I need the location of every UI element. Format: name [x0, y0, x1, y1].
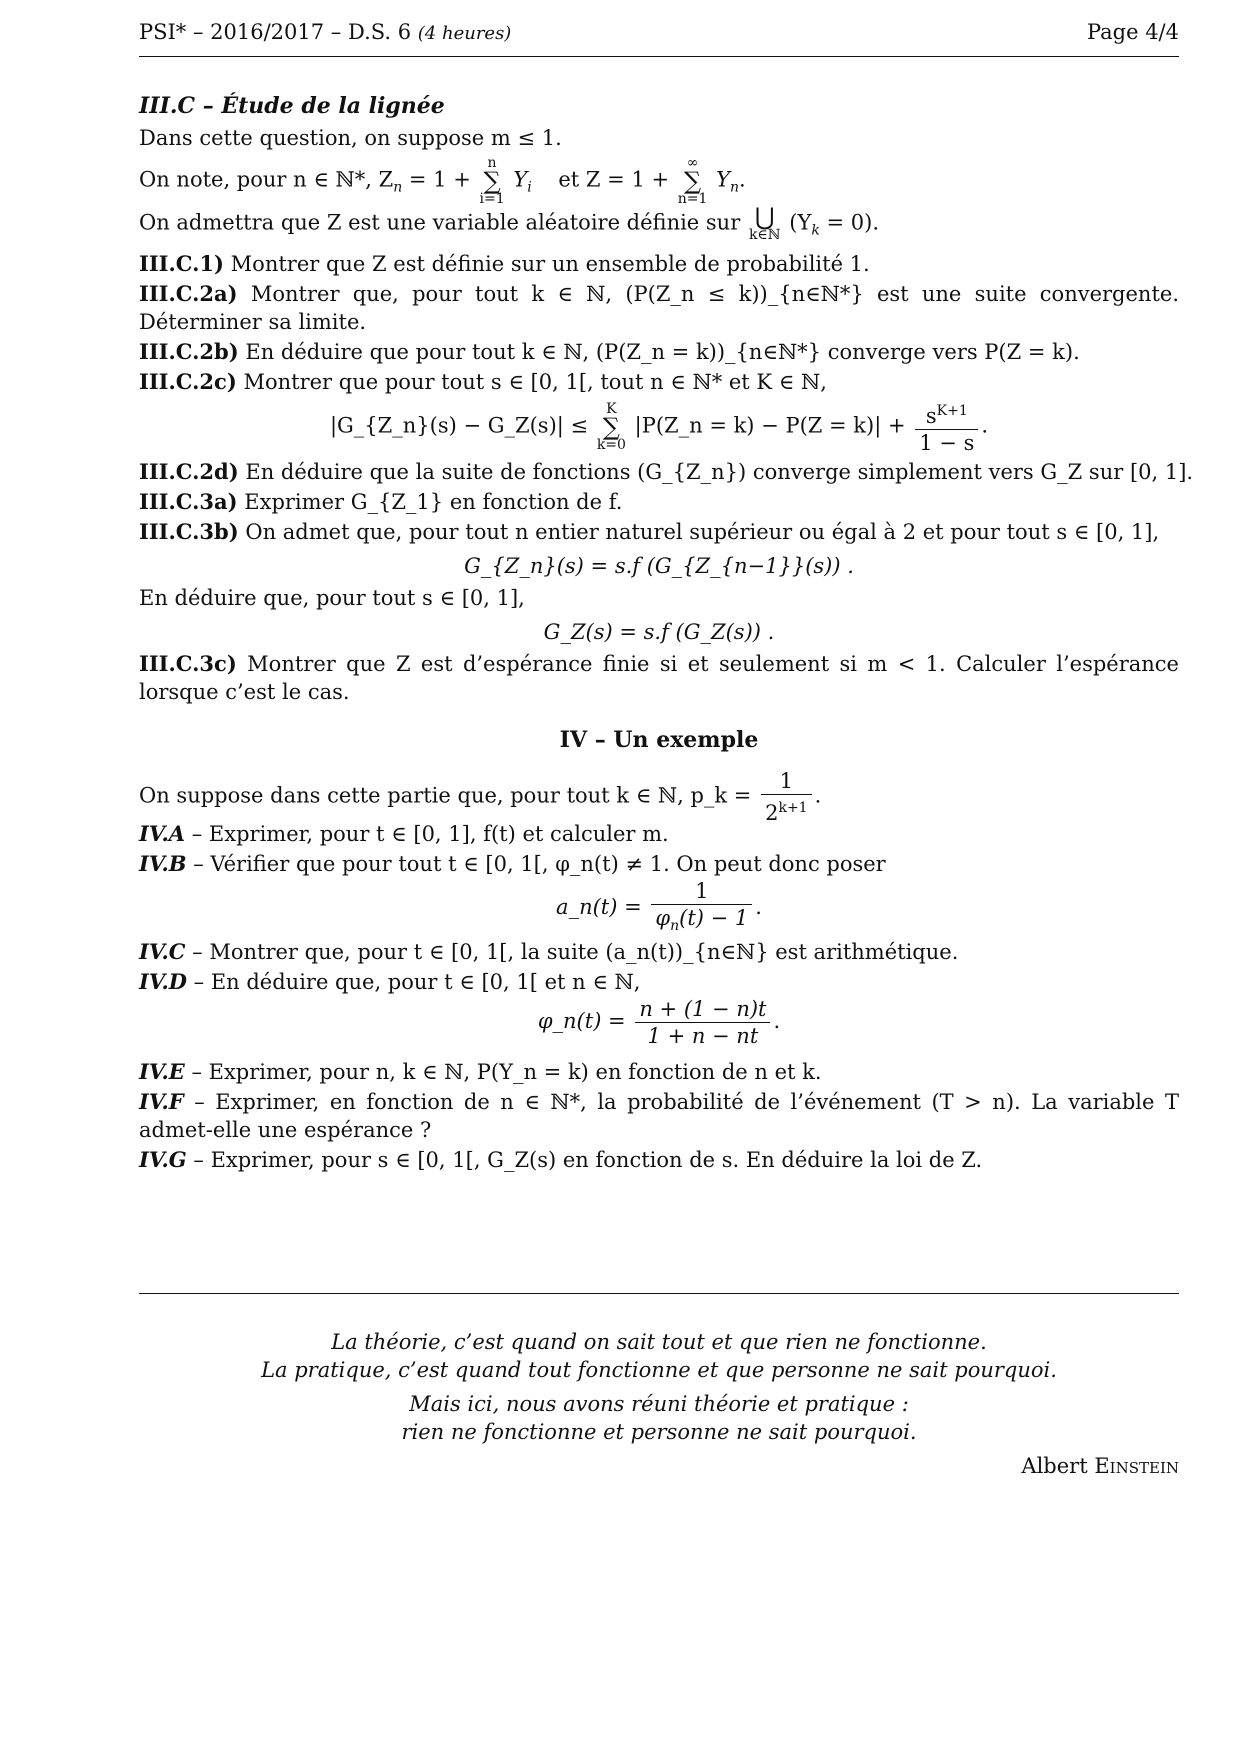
- formula-4d: φ_n(t) = $\frac{n + (1 - n)t}{1 + n - nt}$ .: [537, 997, 781, 1048]
- formula-3c2c: |G_{Z_n}(s) − G_Z(s)| ≤ K ∑ k=0 |P(Z_n = k) − P(Z = k)| + $\frac{s^{K+1}}{1 - s}$ .: [139, 398, 1179, 458]
- question-4c: IV.C – Montrer que, pour t ∈ [0, 1[, la suite (a_n(t))_{n∈ℕ} est arithmétique.: [139, 939, 959, 964]
- quote-line-2: La pratique, c’est quand tout fonctionne et que personne ne sait pourquoi.: [261, 1358, 1057, 1382]
- page-body: [139, 92, 1194, 1174]
- question-4g: IV.G – Exprimer, pour s ∈ [0, 1[, G_Z(s) en fonction de s. En déduire la loi de Z.: [139, 1147, 983, 1172]
- section-title-3c: III.C – Étude de la lignée: [139, 93, 445, 119]
- intro-line-1: Dans cette question, on suppose m ≤ 1.: [139, 126, 562, 150]
- fraction-an: $\frac{1}{\varphi_n(t) - 1}$: [651, 878, 752, 939]
- question-4e: IV.E – Exprimer, pour n, k ∈ ℕ, P(Y_n = k) en fonction de n et k.: [139, 1059, 822, 1084]
- formula-4b: a_n(t) = $\frac{1}{\varphi_n(t) - 1}$ .: [139, 878, 1179, 938]
- fraction-pk: $\frac{1}{2^{k+1}}$: [761, 768, 812, 826]
- section-4-intro: On suppose dans cette partie que, pour tout k ∈ ℕ, p_k = $\frac{1}{2^{k+1}}$ .: [139, 769, 822, 825]
- question-3c3c: III.C.3c) Montrer que Z est d’espérance finie si et seulement si m < 1. Calculer l’espérance lorsque c’est le cas.: [139, 651, 1179, 704]
- question-3c2a: III.C.2a) Montrer que, pour tout k ∈ ℕ, (P(Z_n ≤ k))_{n∈ℕ*} est une suite convergente. Déterminer sa limite.: [139, 281, 1179, 334]
- quote-line-1: La théorie, c’est quand on sait tout et que rien ne fonctionne.: [331, 1330, 987, 1354]
- formula-3c3b: G_{Z_n}(s) = s.f (G_{Z_{n−1}}(s)) .: [464, 554, 854, 578]
- header-duration: (4 heures): [417, 23, 512, 44]
- question-4b: IV.B – Vérifier que pour tout t ∈ [0, 1[, φ_n(t) ≠ 1. On peut donc poser: [139, 851, 886, 876]
- quote-line-3: Mais ici, nous avons réuni théorie et pratique :: [409, 1392, 909, 1416]
- quote-author: Albert Einstein: [1021, 1454, 1179, 1478]
- question-4d: IV.D – En déduire que, pour t ∈ [0, 1[ et n ∈ ℕ,: [139, 969, 641, 994]
- page-header: [139, 18, 1179, 57]
- question-4f: IV.F – Exprimer, en fonction de n ∈ ℕ*, la probabilité de l’événement (T > n). La variable T admet-elle une espérance ?: [139, 1089, 1179, 1142]
- question-3c2b: III.C.2b) En déduire que pour tout k ∈ ℕ, (P(Z_n = k))_{n∈ℕ*} converge vers P(Z = k).: [139, 339, 1080, 364]
- question-3c2c: III.C.2c) Montrer que pour tout s ∈ [0, 1[, tout n ∈ ℕ* et K ∈ ℕ,: [139, 369, 827, 394]
- question-4a: IV.A – Exprimer, pour t ∈ [0, 1], f(t) et calculer m.: [139, 821, 669, 846]
- union-symbol: ⋃ k∈ℕ: [748, 203, 781, 243]
- question-3c3b: III.C.3b) On admet que, pour tout n entier naturel supérieur ou égal à 2 et pour tout s ∈ [0, 1],: [139, 519, 1160, 544]
- header-course: PSI* – 2016/2017 – D.S. 6 (4 heures): [139, 20, 512, 44]
- sum-symbol-infinite: ∞ ∑ n=1: [677, 155, 708, 207]
- question-3c2d: III.C.2d) En déduire que la suite de fonctions (G_{Z_n}) converge simplement vers G_Z sur [0, 1].: [139, 459, 1194, 484]
- intro-line-2: On note, pour n ∈ ℕ*, $Z_n = 1$ + n ∑ i=1 $Y_i$ et Z = 1 + ∞ ∑ n=1 $Y_n$.: [139, 155, 746, 207]
- sum-symbol-k: K ∑ k=0: [596, 401, 626, 453]
- quote-block: [139, 1328, 1179, 1446]
- question-3c3a: III.C.3a) Exprimer G_{Z_1} en fonction de f.: [139, 489, 623, 514]
- fraction-s-power: $\frac{s^{K+1}}{1 - s}$: [915, 398, 978, 456]
- sum-symbol: n ∑ i=1: [479, 155, 505, 207]
- fraction-phi: $\frac{n + (1 - n)t}{1 + n - nt}$: [635, 996, 770, 1049]
- question-3c1: III.C.1) Montrer que Z est définie sur un ensemble de probabilité 1.: [139, 251, 870, 276]
- header-page-number: Page 4/4: [1086, 20, 1179, 44]
- section-title-4: IV – Un exemple: [559, 727, 759, 753]
- quote-line-4: rien ne fonctionne et personne ne sait pourquoi.: [401, 1420, 917, 1444]
- text-3c3b-deduce: En déduire que, pour tout s ∈ [0, 1],: [139, 586, 525, 610]
- divider-rule: [139, 1293, 1179, 1294]
- intro-line-3: On admettra que Z est une variable aléatoire définie sur ⋃ k∈ℕ $(Y_k = 0)$.: [139, 203, 880, 243]
- formula-3c3b-2: G_Z(s) = s.f (G_Z(s)) .: [543, 620, 775, 644]
